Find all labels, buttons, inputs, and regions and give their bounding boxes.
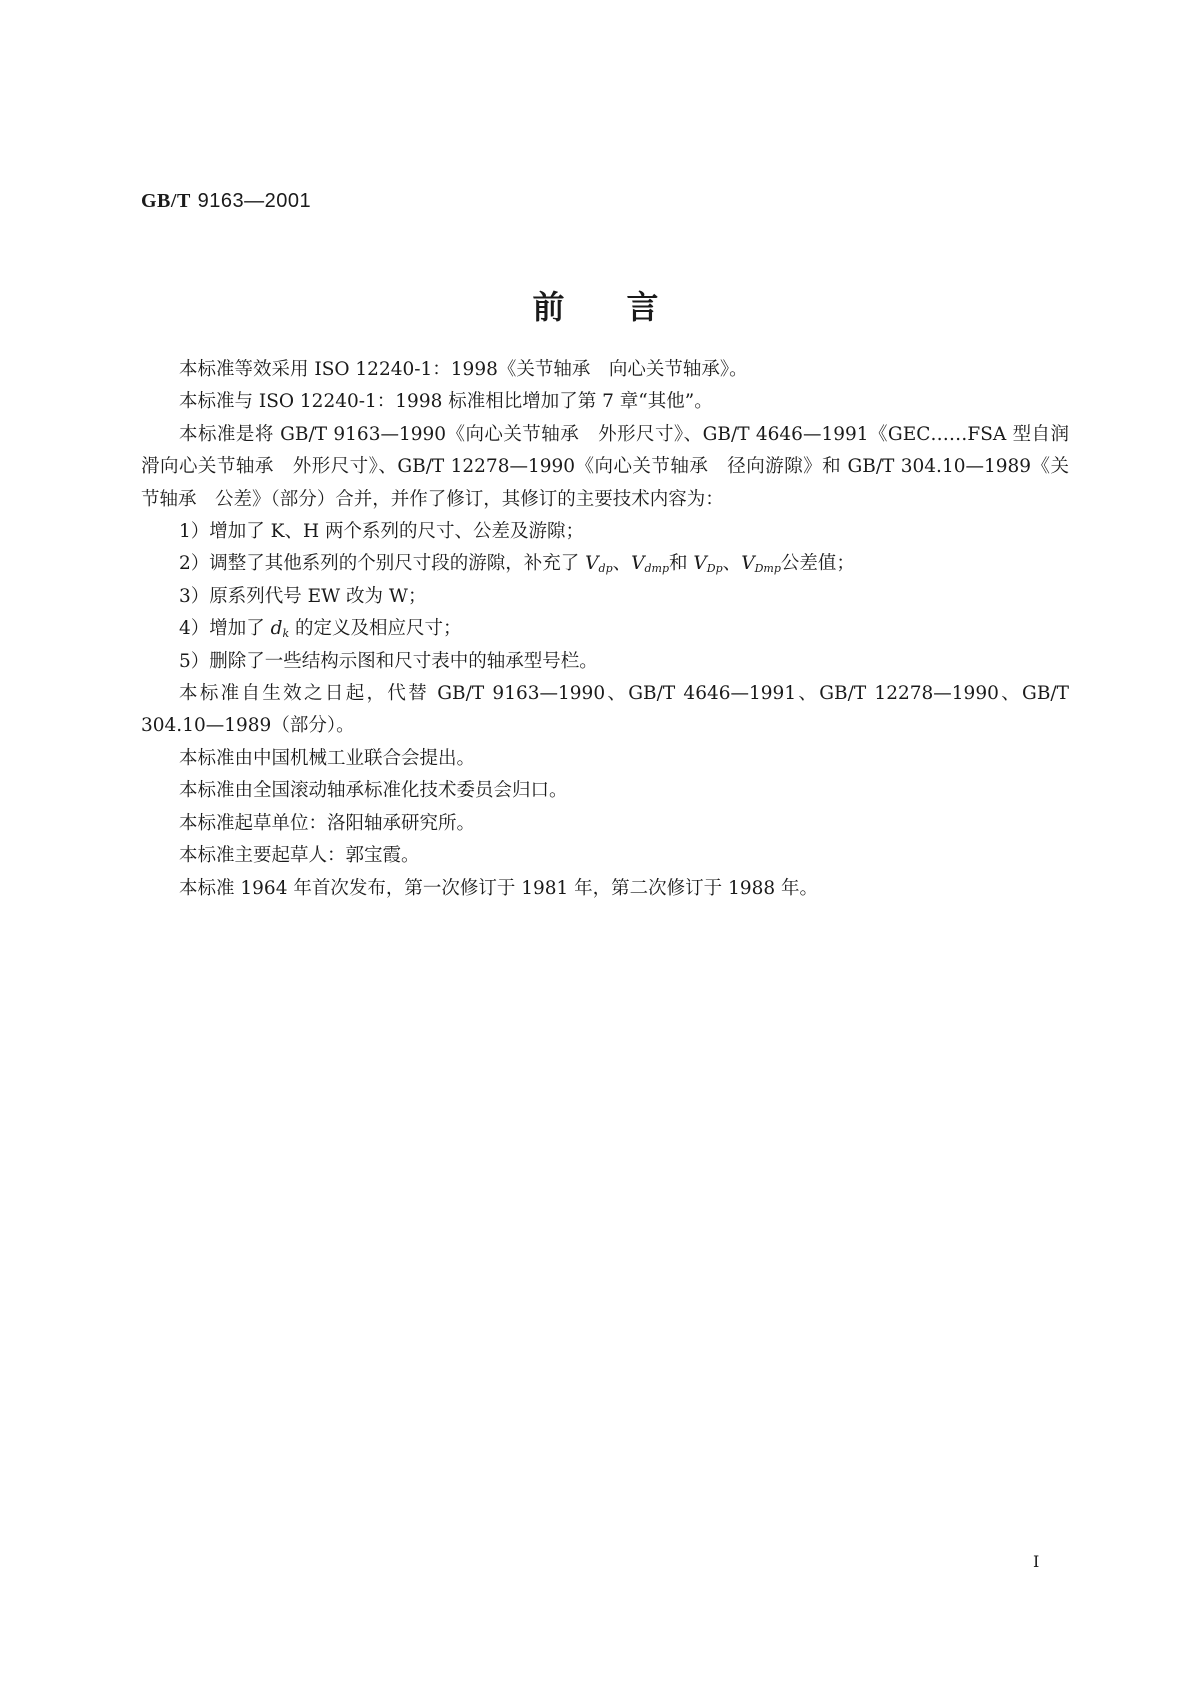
document-code xyxy=(141,188,311,213)
symbol-v-Dp: $V_{Dp}$ xyxy=(693,553,723,576)
paragraph-adoption: 本标准等效采用 ISO 12240-1：1998《关节轴承 向心关节轴承》。 xyxy=(179,359,748,380)
paragraph-managed-by: 本标准由全国滚动轴承标准化技术委员会归口。 xyxy=(179,780,568,802)
foreword-body xyxy=(141,354,1069,905)
code-number: 9163—2001 xyxy=(197,190,312,212)
item4-text-before: 4）增加了 xyxy=(179,618,271,640)
list-item-1: 1）增加了 K、H 两个系列的尺寸、公差及游隙； xyxy=(179,521,584,543)
item2-sep-3: 、 xyxy=(722,553,742,575)
item4-text-after: 的定义及相应尺寸； xyxy=(289,618,462,640)
symbol-v-dp: $V_{dp}$ xyxy=(585,553,613,576)
item2-text-after: 公差值； xyxy=(780,553,855,575)
paragraph-drafting-unit: 本标准起草单位：洛阳轴承研究所。 xyxy=(179,812,476,834)
list-item-5: 5）删除了一些结构示图和尺寸表中的轴承型号栏。 xyxy=(179,650,598,672)
page-title: 前言 xyxy=(532,288,721,326)
symbol-d-k: $d_k$ xyxy=(270,618,290,641)
list-item-3: 3）原系列代号 EW 改为 W； xyxy=(179,585,427,607)
list-item-4 xyxy=(141,613,1069,645)
item2-sep-1: 、 xyxy=(612,553,632,575)
symbol-v-dmp: $V_{dmp}$ xyxy=(631,553,670,576)
paragraph-history: 本标准 1964 年首次发布，第一次修订于 1981 年，第二次修订于 1988 年。 xyxy=(179,877,819,899)
page-number: I xyxy=(1033,1552,1040,1571)
item2-text-before: 2）调整了其他系列的个别尺寸段的游隙，补充了 xyxy=(179,553,586,575)
list-item-2 xyxy=(141,548,1069,580)
paragraph-addition: 本标准与 ISO 12240-1：1998 标准相比增加了第 7 章“其他”。 xyxy=(179,391,713,413)
paragraph-drafter: 本标准主要起草人：郭宝霞。 xyxy=(179,845,420,867)
code-prefix: GB/T xyxy=(141,190,191,212)
item2-sep-2: 和 xyxy=(669,553,694,575)
paragraph-proposed-by: 本标准由中国机械工业联合会提出。 xyxy=(179,747,476,769)
symbol-v-Dmp: $V_{Dmp}$ xyxy=(741,553,781,576)
paragraph-merge: 本标准是将 GB/T 9163—1990《向心关节轴承 外形尺寸》、GB/T 4646—1991《GEC……FSA 型自润滑向心关节轴承 外形尺寸》、GB/T 12278—1990《向心关节轴承 径向游隙》和 GB/T 304.10—1989《关节轴承 公差》（部分）合并，并作了修订，其修订的主要技术内容为： xyxy=(141,423,1069,510)
paragraph-replaces: 本标准自生效之日起，代替 GB/T 9163—1990、GB/T 4646—1991、GB/T 12278—1990、GB/T 304.10—1989（部分）。 xyxy=(141,683,1069,737)
